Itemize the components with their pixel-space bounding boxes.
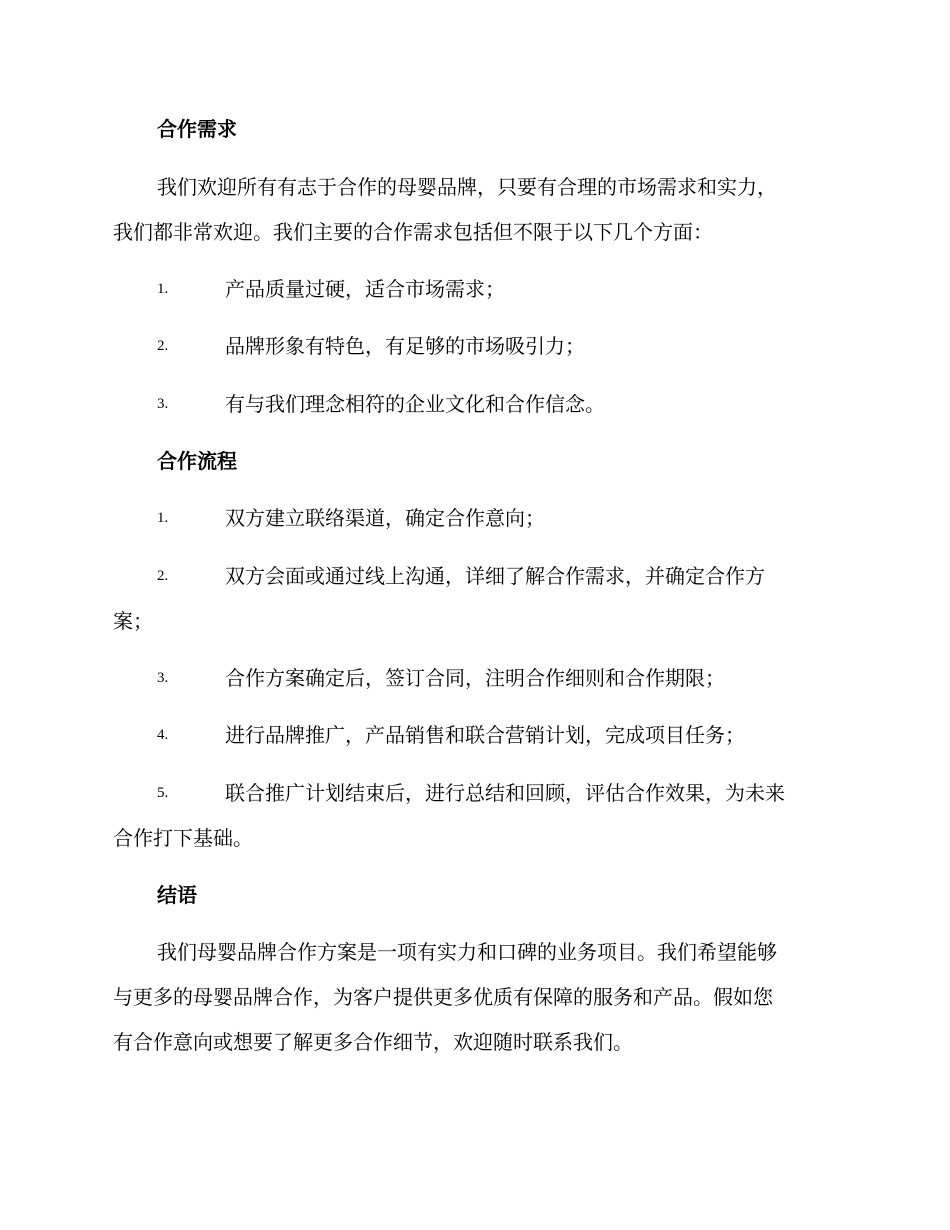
list-item-number: 2. [157,338,169,354]
list-item-number: 1. [157,281,169,297]
section-heading-process: 合作流程 [157,449,237,473]
list-item-number: 3. [157,670,169,686]
paragraph-line: 与更多的母婴品牌合作，为客户提供更多优质有保障的服务和产品。假如您 [113,985,773,1009]
list-item-number: 1. [157,510,169,526]
requirements-list-item [113,389,838,419]
paragraph-line: 我们欢迎所有有志于合作的母婴品牌，只要有合理的市场需求和实力， [157,175,777,199]
list-item-text: 联合推广计划结束后，进行总结和回顾，评估合作效果，为未来 [225,781,785,805]
list-item-text: 有与我们理念相符的企业文化和合作信念。 [225,392,605,416]
list-item-text: 双方建立联络渠道，确定合作意向； [225,506,545,530]
list-item-text: 双方会面或通过线上沟通，详细了解合作需求，并确定合作方 [225,564,765,588]
section-heading-conclusion: 结语 [157,883,197,907]
requirements-list-item [113,274,838,304]
conclusion-paragraph [113,937,838,1057]
process-list-item [113,663,838,693]
list-item-number: 5. [157,785,169,801]
process-list-item [113,503,838,533]
requirements-intro-paragraph [113,172,838,247]
list-item-text: 产品质量过硬，适合市场需求； [225,277,505,301]
list-item-number: 2. [157,568,169,584]
list-item-text: 品牌形象有特色，有足够的市场吸引力； [225,334,585,358]
list-item-text: 进行品牌推广，产品销售和联合营销计划，完成项目任务； [225,723,745,747]
list-item-continuation: 案； [113,609,153,633]
process-list-item [113,561,838,636]
section-heading-requirements: 合作需求 [157,117,237,141]
paragraph-line: 我们都非常欢迎。我们主要的合作需求包括但不限于以下几个方面： [113,220,713,244]
requirements-list-item [113,331,838,361]
paragraph-line: 有合作意向或想要了解更多合作细节，欢迎随时联系我们。 [113,1030,633,1054]
list-item-number: 4. [157,727,169,743]
list-item-number: 3. [157,396,169,412]
list-item-text: 合作方案确定后，签订合同，注明合作细则和合作期限； [225,666,725,690]
list-item-continuation: 合作打下基础。 [113,826,253,850]
paragraph-line: 我们母婴品牌合作方案是一项有实力和口碑的业务项目。我们希望能够 [157,940,777,964]
process-list-item [113,720,838,750]
process-list-item [113,778,838,853]
